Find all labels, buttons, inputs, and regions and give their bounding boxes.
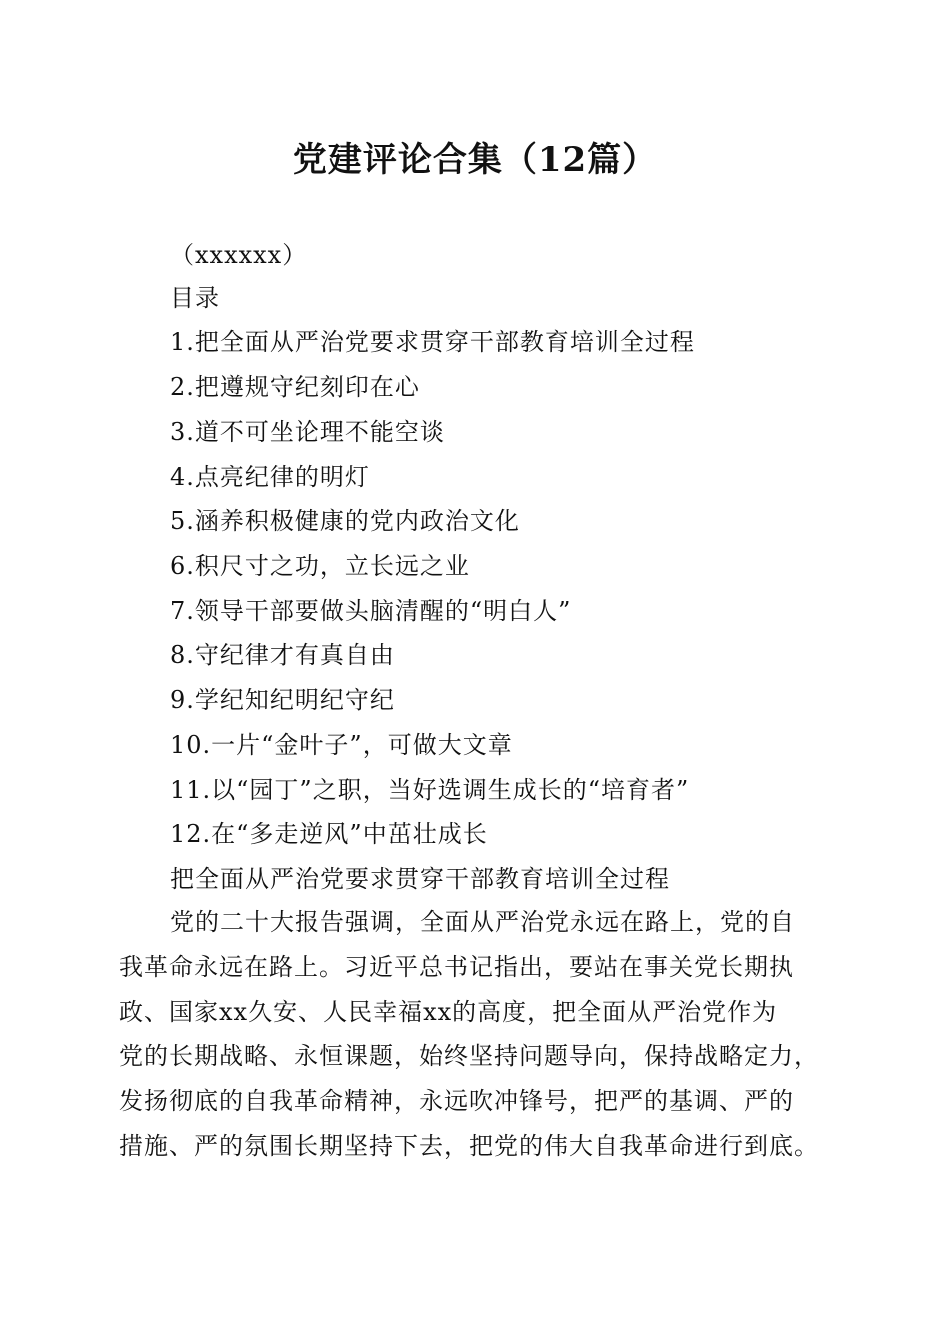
toc-heading: 目录 (170, 284, 220, 312)
paragraph-line: 措施、严的氛围长期坚持下去，把党的伟大自我革命进行到底。 (119, 1131, 819, 1160)
paragraph-line: 我革命永远在路上。习近平总书记指出，要站在事关党长期执 (119, 952, 794, 981)
paragraph-line: 政、国家xx久安、人民幸福xx的高度，把全面从严治党作为 (119, 997, 778, 1026)
toc-item: 6.积尺寸之功，立长远之业 (170, 552, 470, 580)
toc-item: 3.道不可坐论理不能空谈 (170, 418, 445, 446)
body-paragraph (119, 900, 849, 1169)
toc-item: 9.学纪知纪明纪守纪 (170, 686, 395, 714)
author-line: （xxxxxx） (170, 241, 308, 269)
paragraph-line: 党的长期战略、永恒课题，始终坚持问题导向，保持战略定力， (119, 1042, 819, 1071)
paragraph-line: 发扬彻底的自我革命精神，永远吹冲锋号，把严的基调、严的 (119, 1087, 794, 1116)
toc-item: 7.领导干部要做头脑清醒的“明白人” (170, 597, 572, 625)
section-title: 把全面从严治党要求贯穿干部教育培训全过程 (170, 865, 670, 893)
toc-item: 4.点亮纪律的明灯 (170, 463, 370, 491)
toc-item: 11.以“园丁”之职，当好选调生成长的“培育者” (170, 776, 690, 804)
toc-item: 1.把全面从严治党要求贯穿干部教育培训全过程 (170, 328, 695, 356)
toc-item: 8.守纪律才有真自由 (170, 641, 395, 669)
paragraph-line: 党的二十大报告强调，全面从严治党永远在路上，党的自 (170, 908, 795, 936)
toc-item: 5.涵养积极健康的党内政治文化 (170, 507, 520, 535)
document-title: 党建评论合集（12篇） (292, 140, 658, 180)
toc-item: 12.在“多走逆风”中茁壮成长 (170, 820, 488, 848)
toc-item: 2.把遵规守纪刻印在心 (170, 373, 420, 401)
toc-item: 10.一片“金叶子”，可做大文章 (170, 731, 513, 759)
